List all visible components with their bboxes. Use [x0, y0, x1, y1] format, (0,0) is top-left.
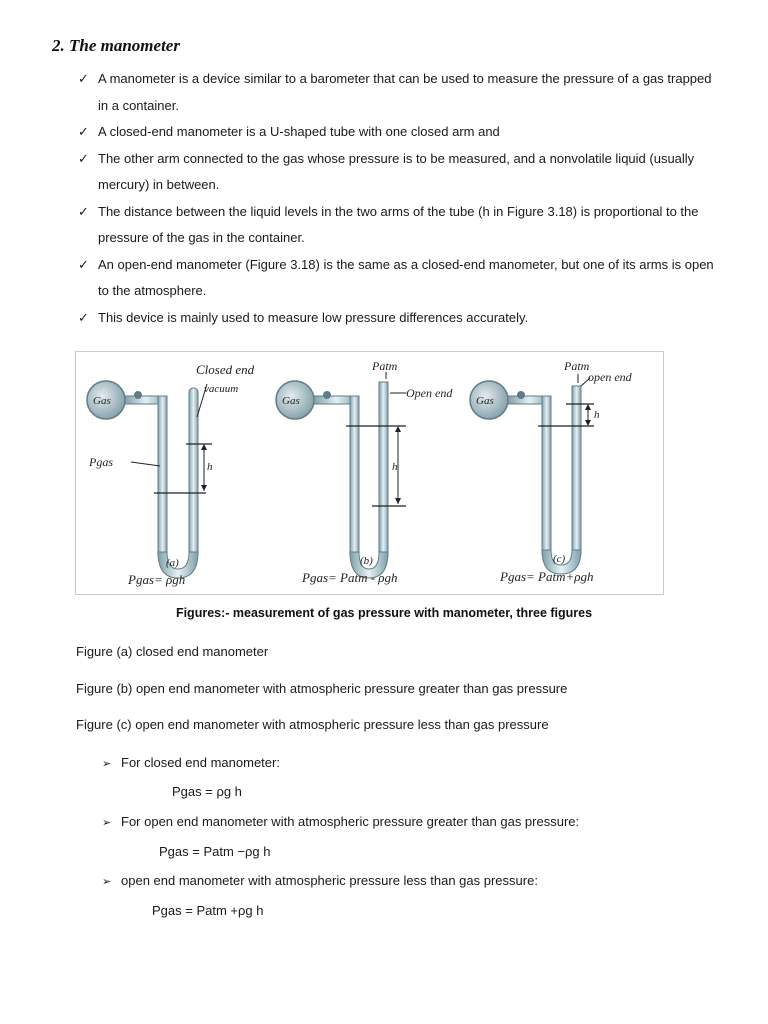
arrow-bullet-icon: ➢: [102, 758, 112, 770]
formula-a: Pgas= ρgh: [128, 572, 186, 587]
patm-label-c: Patm: [564, 359, 590, 373]
formula-closed-end: Pgas = ρg h: [172, 784, 242, 799]
gas-label-c: Gas: [476, 395, 494, 407]
pgas-label-a: Pgas: [89, 455, 113, 469]
valve-icon: [134, 391, 142, 399]
closed-end-label: Closed end: [196, 362, 255, 377]
case-open-end-less: ➢ open end manometer with atmospheric pressure less than gas pressure:: [102, 873, 538, 888]
patm-label-b: Patm: [372, 359, 398, 373]
figure-b-label: (b): [360, 555, 373, 567]
bullet-list: [78, 66, 718, 331]
manometer-figure: [75, 351, 664, 595]
figure-c-label: (c): [553, 553, 566, 565]
bullet-item: ✓ The distance between the liquid levels in the two arms of the tube (h in Figure 3.18) is proportional to the pressure of the gas in the container.: [78, 199, 718, 252]
checkmark-icon: ✓: [78, 203, 89, 219]
figure-description-a: Figure (a) closed end manometer: [76, 644, 269, 659]
formula-b: Pgas= Patm - ρgh: [302, 570, 398, 585]
checkmark-icon: ✓: [78, 124, 89, 139]
gas-label-b: Gas: [282, 395, 300, 407]
open-end-label-c: open end: [588, 370, 632, 384]
bullet-item: ✓ A closed-end manometer is a U-shaped tube with one closed arm and: [78, 119, 718, 146]
manometer-b: [276, 359, 453, 585]
h-label-a: h: [207, 461, 213, 473]
h-label-b: h: [392, 461, 398, 473]
formula-open-end-greater: Pgas = Patm −ρg h: [159, 844, 271, 859]
arrow-bullet-icon: ➢: [102, 817, 112, 829]
formula-open-end-less: Pgas = Patm +ρg h: [152, 903, 264, 918]
figure-description-b: Figure (b) open end manometer with atmospheric pressure greater than gas pressure: [76, 681, 568, 696]
open-end-label-b: Open end: [406, 386, 453, 400]
h-label-c: h: [594, 409, 600, 421]
bullet-item: ✓ This device is mainly used to measure low pressure differences accurately.: [78, 305, 718, 332]
figure-caption: Figures:- measurement of gas pressure with manometer, three figures: [175, 606, 593, 620]
checkmark-icon: ✓: [78, 309, 89, 325]
bullet-item: ✓ A manometer is a device similar to a barometer that can be used to measure the pressure of a gas trapped in a container.: [78, 66, 718, 119]
gas-label-a: Gas: [93, 395, 111, 407]
valve-icon: [517, 391, 525, 399]
valve-icon: [323, 391, 331, 399]
bullet-item: ✓ The other arm connected to the gas whose pressure is to be measured, and a nonvolatile liquid (usually mercury) in between.: [78, 146, 718, 199]
manometer-a: [87, 362, 255, 587]
checkmark-icon: ✓: [78, 150, 89, 166]
case-open-end-greater: ➢ For open end manometer with atmospheric pressure greater than gas pressure:: [102, 814, 580, 829]
arrow-bullet-icon: ➢: [102, 876, 112, 888]
figure-description-c: Figure (c) open end manometer with atmospheric pressure less than gas pressure: [76, 717, 549, 732]
bullet-item: ✓ An open-end manometer (Figure 3.18) is the same as a closed-end manometer, but one of its arms is open to the atmosphere.: [78, 252, 718, 305]
checkmark-icon: ✓: [78, 256, 89, 272]
figure-a-label: (a): [166, 557, 179, 569]
checkmark-icon: ✓: [78, 71, 89, 86]
manometer-c: [470, 359, 633, 584]
case-closed-end: ➢ For closed end manometer:: [102, 755, 280, 770]
formula-c: Pgas= Patm+ρgh: [500, 569, 594, 584]
vacuum-label: vacuum: [204, 383, 239, 395]
section-heading: 2. The manometer: [52, 36, 180, 55]
